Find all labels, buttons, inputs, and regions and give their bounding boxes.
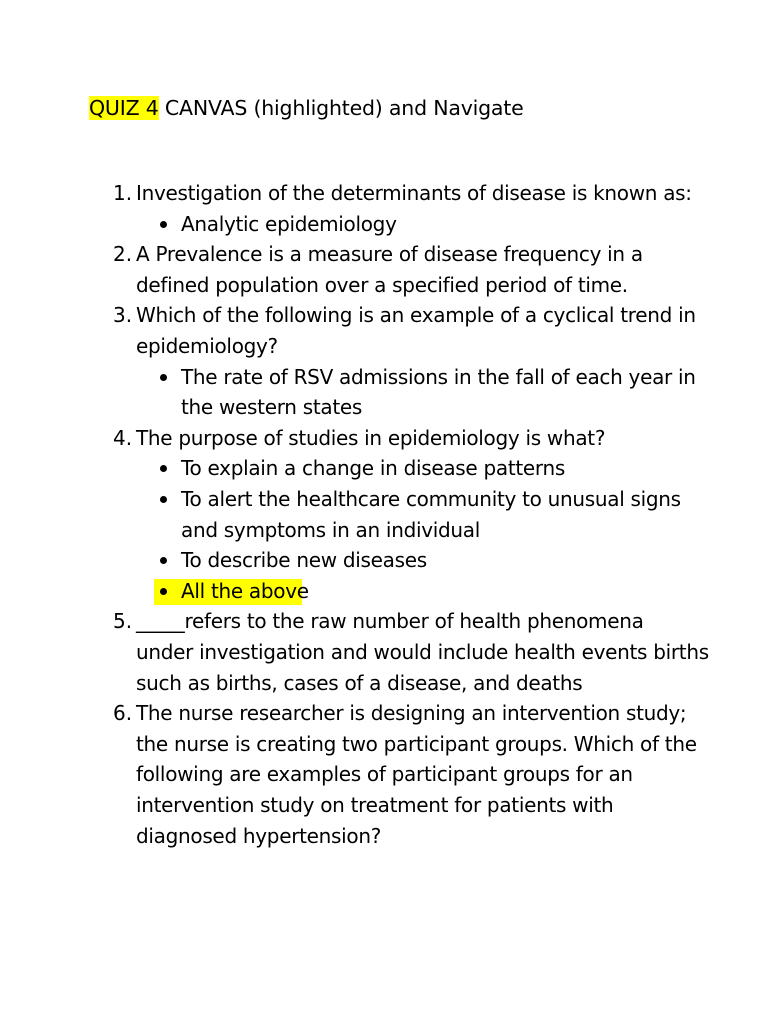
question-text-line: diagnosed hypertension? [136,823,382,848]
bullet-icon [160,588,167,595]
bullet-icon [160,374,167,381]
answer-text-line: Analytic epidemiology [181,211,397,236]
question-text-line: The purpose of studies in epidemiology is what? [136,425,606,450]
question-number: 3. [113,303,133,328]
question-number: 5. [113,609,133,634]
answer-text-line: All the above [181,578,309,603]
bullet-icon [160,221,167,228]
question-number: 6. [113,701,133,726]
question-text-line: following are examples of participant groups for an [136,762,633,787]
answer-text-line: To explain a change in disease patterns [181,456,565,481]
question-text-line: defined population over a specified period of time. [136,272,628,297]
question-text-line: A Prevalence is a measure of disease frequency in a [136,242,643,267]
answer-text-line: To alert the healthcare community to unusual signs [181,487,681,511]
answer-text-line: and symptoms in an individual [181,517,480,542]
question-number: 1. [113,181,133,205]
title-text: CANVAS (highlighted) and Navigate [158,96,524,120]
question-number: 4. [113,425,133,450]
answer-text-line: the western states [181,395,362,420]
answer-text-line: To describe new diseases [181,548,427,573]
page-title [89,95,524,121]
question-text-line: the nurse is creating two participant groups. Which of the [136,731,697,756]
quiz-label: QUIZ 4 [89,96,159,120]
bullet-icon [160,557,167,564]
question-text-line: under investigation and would include health events births [136,640,709,664]
bullet-icon [160,465,167,472]
question-text-line: Investigation of the determinants of disease is known as: [136,181,692,205]
question-text-line: such as births, cases of a disease, and deaths [136,670,583,695]
question-text-line: Which of the following is an example of a cyclical trend in [136,303,696,328]
question-text-line: epidemiology? [136,334,278,358]
bullet-icon [160,496,167,503]
answer-text-line: The rate of RSV admissions in the fall of each year in [181,364,696,389]
question-text-line: The nurse researcher is designing an intervention study; [136,701,687,726]
question-text-line: _____refers to the raw number of health phenomena [136,609,644,634]
question-number: 2. [113,242,133,267]
question-text-line: intervention study on treatment for patients with [136,793,614,817]
